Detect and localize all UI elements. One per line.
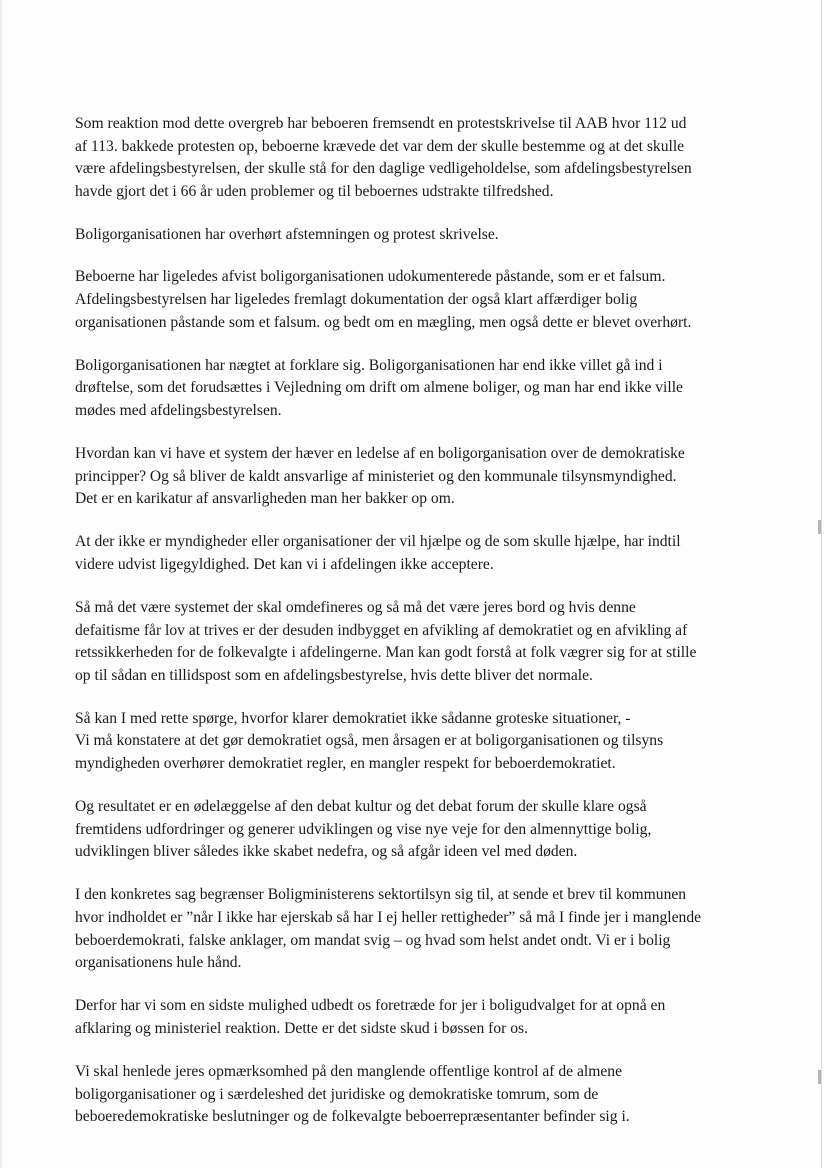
text-line: være afdelingsbestyrelsen, der skulle stå for den daglige vedligeholdelse, som afdelingsbestyrelsen xyxy=(75,160,692,178)
text-line: havde gjort det i 66 år uden problemer og til beboernes udstrakte tilfredshed. xyxy=(75,182,554,200)
text-line: organisationens hule hånd. xyxy=(75,954,242,972)
paragraph-result xyxy=(75,796,755,864)
text-line: At der ikke er myndigheder eller organisationer der vil hjælpe og de som skulle hjælpe, har indtil xyxy=(75,533,681,551)
text-line: beboeredemokratiske beslutninger og de folkevalgte beboerrepræsentanter befinder sig i. xyxy=(75,1108,630,1126)
text-line: Afdelingsbestyrelsen har ligeledes fremlagt dokumentation der også klart affærdiger bolig xyxy=(75,291,638,309)
paragraph-attention xyxy=(75,1061,755,1129)
text-line: drøftelse, som det forudsættes i Vejledning om drift om almene boliger, og man har end ikke ville xyxy=(75,379,683,397)
text-line: Hvordan kan vi have et system der hæver en ledelse af en boligorganisation over de demokratiske xyxy=(75,445,685,463)
text-line: retssikkerheden for de folkevalgte i afdelingerne. Man kan godt forstå at folk vægrer sig for at stille xyxy=(75,644,697,662)
text-line: Som reaktion mod dette overgreb har beboeren fremsendt en protestskrivelse til AAB hvor 112 ud xyxy=(75,115,687,132)
text-line: principper? Og så bliver de kaldt ansvarlige af ministeriet og den kommunale tilsynsmyndighed. xyxy=(75,467,677,485)
text-line: Boligorganisationen har nægtet at forklare sig. Boligorganisationen har end ikke villet gå ind i xyxy=(75,356,663,374)
text-line: defaitisme får lov at trives er der desuden indbygget en afvikling af demokratiet og en afvikling af xyxy=(75,621,688,639)
text-line: videre udvist ligegyldighed. Det kan vi i afdelingen ikke acceptere. xyxy=(75,555,494,573)
text-line: Derfor har vi som en sidste mulighed udbedt os foretræde for jer i boligudvalget for at opnå en xyxy=(75,997,666,1015)
paragraph-hearing-request xyxy=(75,995,755,1040)
paragraph-protest xyxy=(75,113,755,203)
paragraph-overheard xyxy=(75,224,755,247)
scan-edge-mark xyxy=(818,520,821,534)
text-line: op til sådan en tillidspost som en afdelingsbestyrelse, hvis dette bliver det normale. xyxy=(75,666,593,684)
text-line: udviklingen bliver således ikke skabet nedefra, og så afgår ideen vel med døden. xyxy=(75,843,578,861)
text-line: I den konkretes sag begrænser Boligministerens sektortilsyn sig til, at sende et brev til kommunen xyxy=(75,886,687,904)
text-line: boligorganisationer og i særdeleshed det juridiske og demokratiske tomrum, som de xyxy=(75,1085,599,1103)
scan-left-edge xyxy=(0,0,2,1168)
paragraph-authorities xyxy=(75,531,755,576)
text-line: fremtidens udfordringer og generer udviklingen og vise nye veje for den almennyttige bolig, xyxy=(75,820,652,838)
letter-body xyxy=(75,113,755,1149)
text-line: beboerdemokrati, falske anklager, om mandat svig – og hvad som helst andet ondt. Vi er i bolig xyxy=(75,931,671,949)
paragraph-falsum xyxy=(75,266,755,334)
paragraph-democracy xyxy=(75,708,755,776)
text-line: af 113. bakkede protesten op, beboerne krævede det var dem der skulle bestemme og at det skulle xyxy=(75,137,685,155)
text-line: mødes med afdelingsbestyrelsen. xyxy=(75,401,282,419)
text-line: organisationen påstande som et falsum. og bedt om en mægling, men også dette er blevet overhørt. xyxy=(75,313,692,331)
text-line: Boligorganisationen har overhørt afstemningen og protest skrivelse. xyxy=(75,225,499,243)
paragraph-refused xyxy=(75,355,755,423)
paragraph-system xyxy=(75,443,755,511)
text-line: afklaring og ministeriel reaktion. Dette er det sidste skud i bøssen for os. xyxy=(75,1019,528,1037)
text-line: Det er en karikatur af ansvarligheden man her bakker op om. xyxy=(75,490,455,508)
paragraph-redefine xyxy=(75,597,755,687)
scan-right-edge xyxy=(821,0,822,1168)
text-line: Så kan I med rette spørge, hvorfor klarer demokratiet ikke sådanne groteske situationer, - xyxy=(75,709,631,727)
text-line: Og resultatet er en ødelæggelse af den debat kultur og det debat forum der skulle klare også xyxy=(75,798,647,816)
text-line: Beboerne har ligeledes afvist boligorganisationen udokumenterede påstande, som er et falsum. xyxy=(75,268,666,286)
text-line: Vi skal henlede jeres opmærksomhed på den manglende offentlige kontrol af de almene xyxy=(75,1063,622,1080)
text-line: hvor indholdet er ”når I ikke har ejerskab så har I ej heller rettigheder” så må I finde jer i manglende xyxy=(75,909,702,927)
paragraph-ministry xyxy=(75,884,755,974)
text-line: Så må det være systemet der skal omdefineres og så må det være jeres bord og hvis denne xyxy=(75,599,636,616)
text-line: Vi må konstatere at det gør demokratiet også, men årsagen er at boligorganisationen og tilsyns xyxy=(75,732,664,750)
scan-edge-mark xyxy=(818,1070,821,1084)
text-line: myndigheden overhører demokratiet regler, en mangler respekt for beboerdemokratiet. xyxy=(75,755,616,773)
